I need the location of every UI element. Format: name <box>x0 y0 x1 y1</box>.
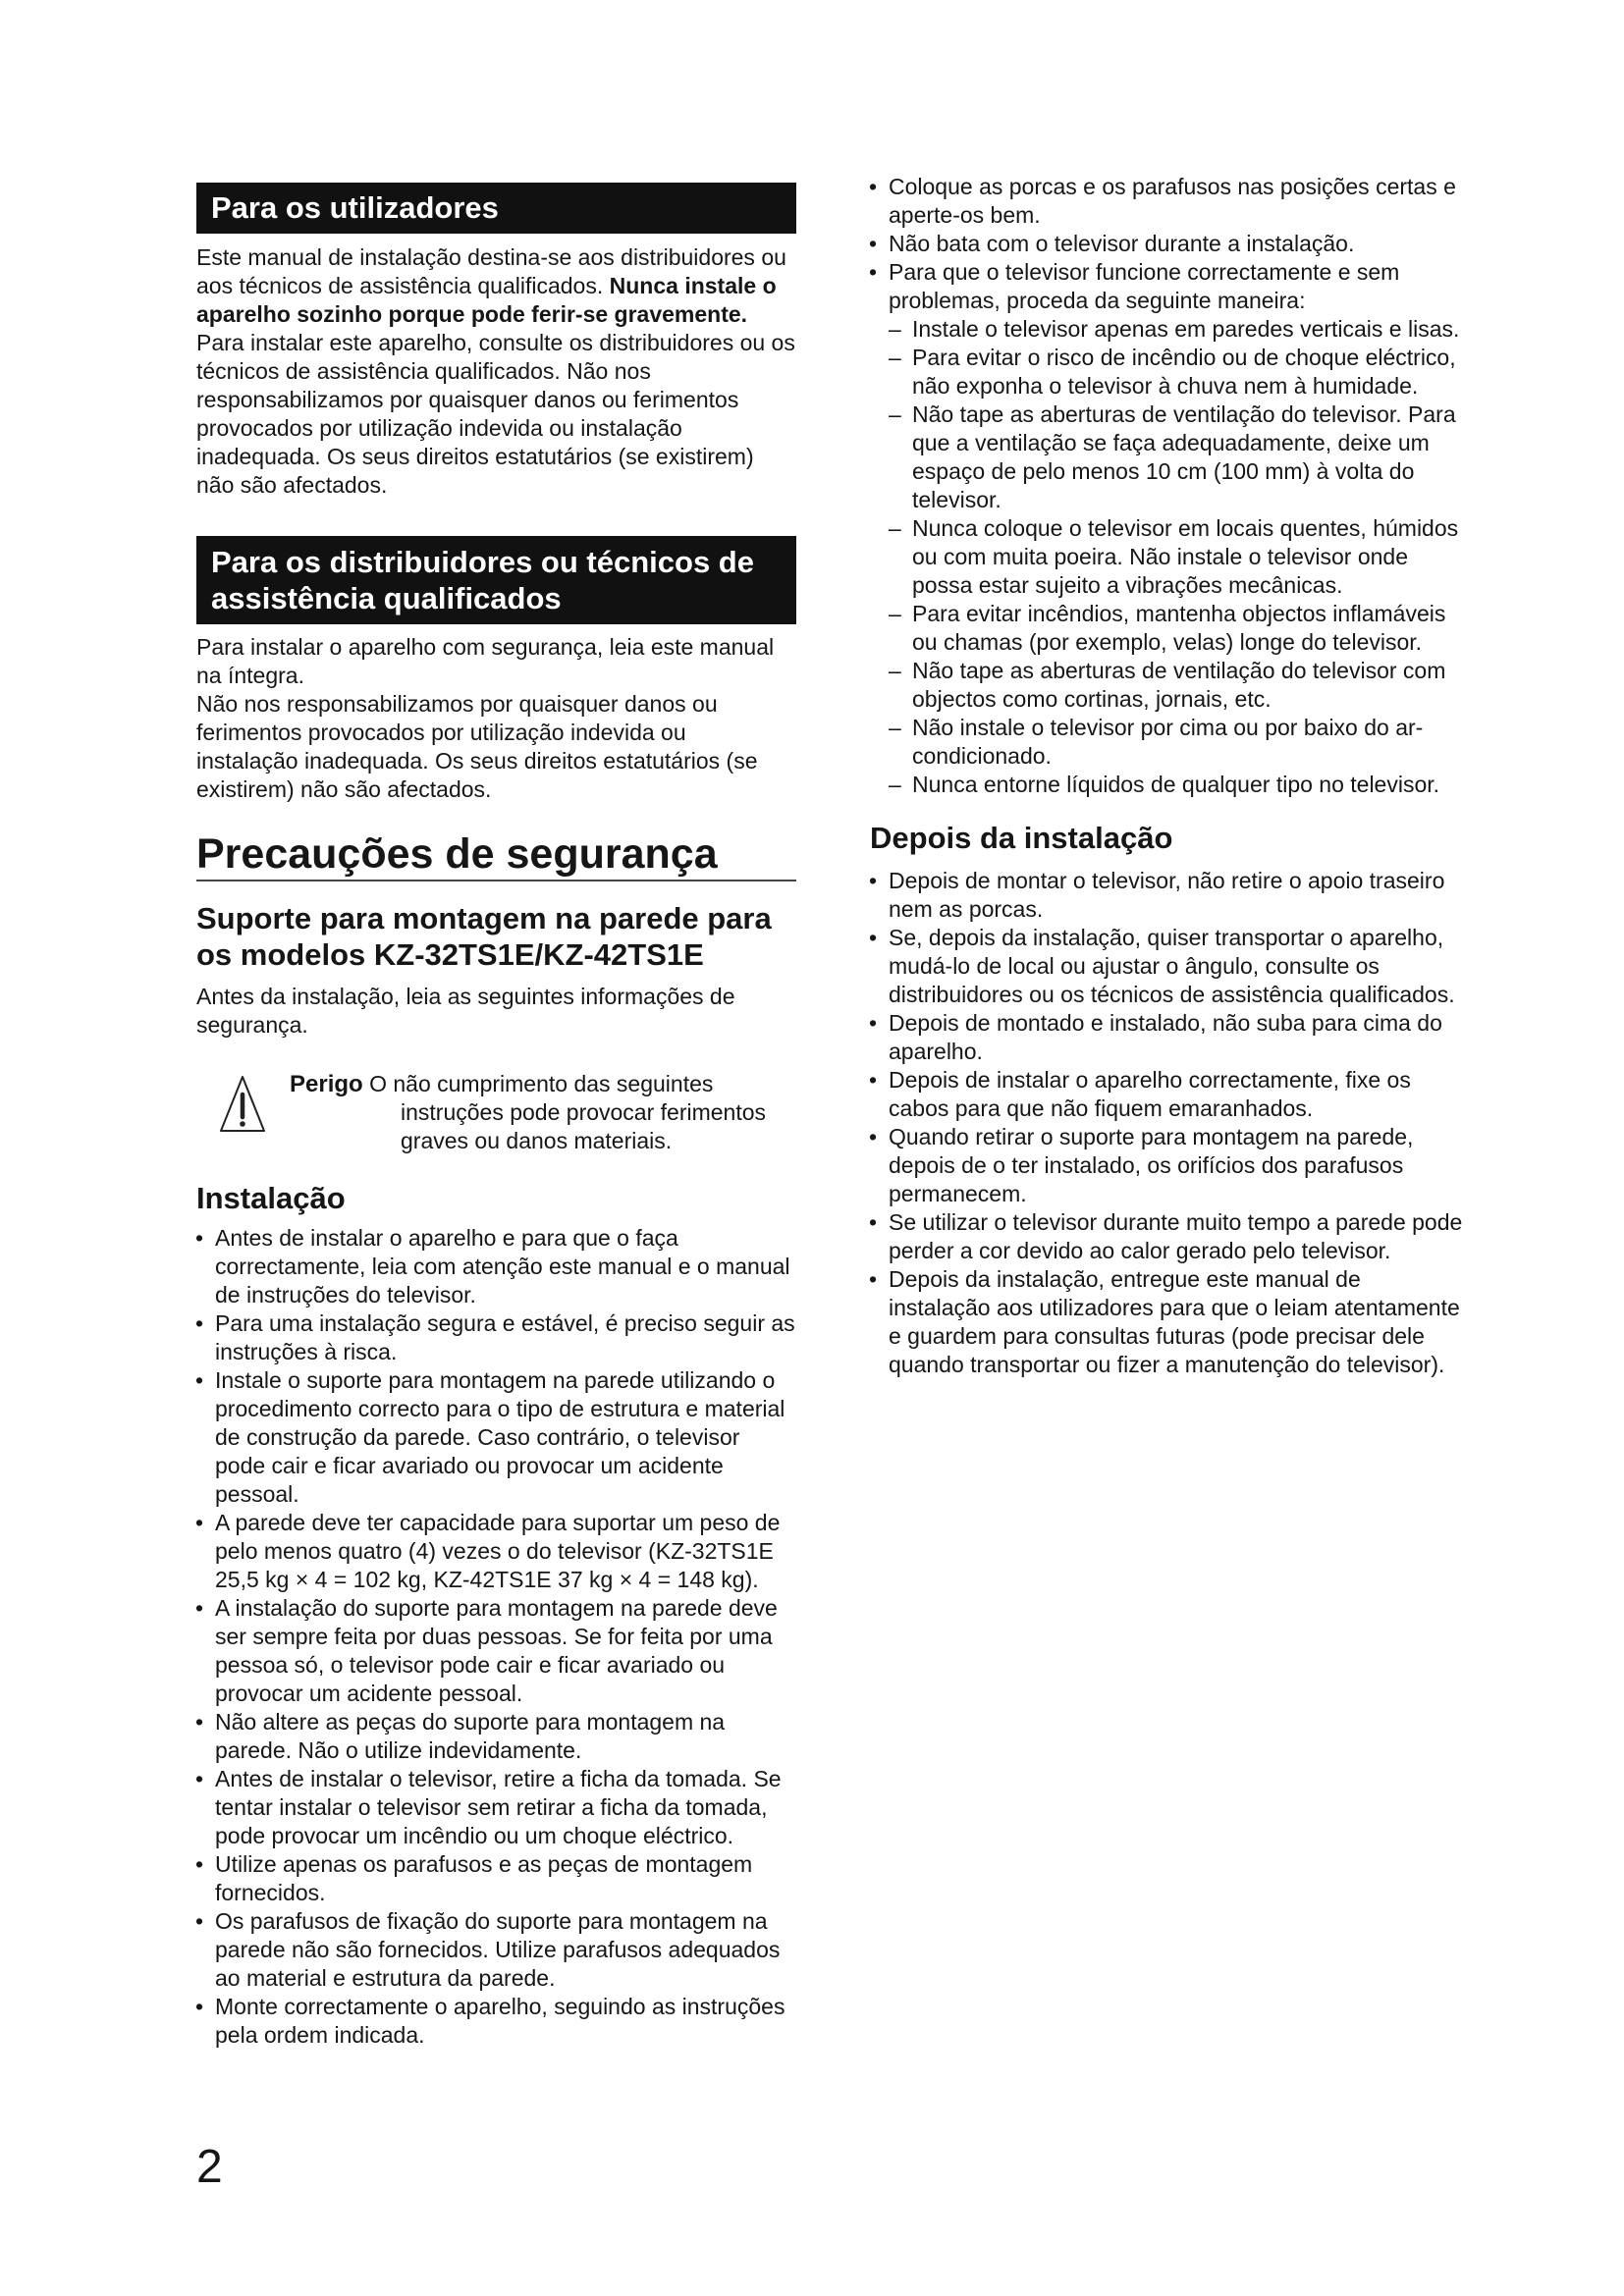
list-item <box>195 1850 824 1907</box>
sub-list-item <box>889 514 1497 600</box>
list-item-text: Depois de instalar o aparelho correctamente, fixe os cabos para que não fiquem emaranhados. <box>889 1067 1411 1121</box>
list-item <box>869 230 1497 258</box>
list-item <box>195 1224 824 1309</box>
sub-list-item-text: Instale o televisor apenas em paredes verticais e lisas. <box>912 316 1460 342</box>
section-title-users: Para os utilizadores <box>211 190 499 225</box>
sub-list-item <box>889 344 1497 400</box>
list-item <box>195 1594 824 1708</box>
list-item <box>869 258 1497 799</box>
list-item <box>195 1366 824 1509</box>
list-item <box>869 1123 1497 1208</box>
list-item <box>195 1708 824 1765</box>
list-item-text: Quando retirar o suporte para montagem na parede, depois de o ter instalado, os orifícios dos parafusos permanecem. <box>889 1124 1414 1206</box>
after-installation-title: Depois da instalação <box>870 821 1173 855</box>
page-number: 2 <box>196 2141 223 2193</box>
list-item <box>869 173 1497 230</box>
list-item <box>869 1009 1497 1066</box>
sub-list-item-text: Para evitar incêndios, mantenha objectos inflamáveis ou chamas (por exemplo, velas) longe do televisor. <box>912 601 1446 655</box>
sub-list-item-text: Nunca coloque o televisor em locais quentes, húmidos ou com muita poeira. Não instale o televisor onde possa estar sujeito a vibrações mecânicas. <box>912 515 1459 598</box>
sub-list-item <box>889 315 1497 344</box>
sub-list-item <box>889 657 1497 714</box>
section-header-users <box>196 183 796 234</box>
dealers-paragraph: Para instalar o aparelho com segurança, leia este manual na íntegra. Não nos responsabilizamos por quaisquer danos ou ferimentos provocados por utilização indevida ou instalação inadequada. Os seus direitos estatutários (se existirem) não são afectados. <box>196 634 775 802</box>
sub-list-item-text: Nunca entorne líquidos de qualquer tipo no televisor. <box>912 772 1440 797</box>
installation-list <box>195 1224 824 2050</box>
sub-list <box>889 315 1497 799</box>
after-installation-list <box>869 867 1497 1379</box>
list-item-text: Monte correctamente o aparelho, seguindo as instruções pela ordem indicada. <box>215 1994 785 2048</box>
list-item <box>869 1265 1497 1379</box>
list-item-text: Depois de montar o televisor, não retire o apoio traseiro nem as porcas. <box>889 868 1445 922</box>
sub-list-item <box>889 400 1497 514</box>
list-item <box>195 1509 824 1594</box>
list-item <box>869 1208 1497 1265</box>
list-item-text: Se, depois da instalação, quiser transportar o aparelho, mudá-lo de local ou ajustar o ângulo, consulte os distribuidores ou os técnicos de assistência qualificados. <box>889 925 1455 1007</box>
list-item-text: Depois da instalação, entregue este manual de instalação aos utilizadores para que o leiam atentamente e guardem para consultas futuras (pode precisar dele quando transportar ou fizer a manutenção do televisor). <box>889 1266 1460 1377</box>
list-item <box>195 1993 824 2050</box>
list-item-text: Coloque as porcas e os parafusos nas posições certas e aperte-os bem. <box>889 174 1456 228</box>
installation-continued-list <box>869 173 1497 799</box>
list-item-text: Antes de instalar o televisor, retire a ficha da tomada. Se tentar instalar o televisor sem retirar a ficha da tomada, pode provocar um incêndio ou um choque eléctrico. <box>215 1766 782 1848</box>
users-text-warning-bold: Nunca instale o aparelho sozinho porque pode ferir-se gravemente. <box>196 273 777 327</box>
list-item-text: Depois de montado e instalado, não suba para cima do aparelho. <box>889 1010 1442 1064</box>
sub-list-item-text: Não instale o televisor por cima ou por baixo do ar- condicionado. <box>912 715 1424 769</box>
list-item-text: Se utilizar o televisor durante muito tempo a parede pode perder a cor devido ao calor gerado pelo televisor. <box>889 1209 1463 1263</box>
users-text-rest: Para instalar este aparelho, consulte os distribuidores ou os técnicos de assistência qualificados. Não nos responsabilizamos por quaisquer danos ou ferimentos provocados por utilização indevida ou instalação inadequada. Os seus direitos estatutários (se existirem) não são afectados. <box>196 330 795 498</box>
wall-mount-subtitle: Suporte para montagem na parede para os modelos KZ-32TS1E/KZ-42TS1E <box>196 901 772 972</box>
section-header-dealers <box>196 536 796 624</box>
list-item-text: Para uma instalação segura e estável, é preciso seguir as instruções à risca. <box>215 1310 795 1364</box>
danger-label: Perigo <box>290 1071 363 1097</box>
list-item-text: Instale o suporte para montagem na parede utilizando o procedimento correcto para o tipo de estrutura e material de construção da parede. Caso contrário, o televisor pode cair e ficar avariado ou provocar um acidente pessoal. <box>215 1367 785 1507</box>
sub-list-item-text: Não tape as aberturas de ventilação do televisor. Para que a ventilação se faça adequadamente, deixe um espaço de pelo menos 10 cm (100 mm) à volta do televisor. <box>912 401 1456 512</box>
sub-list-item <box>889 714 1497 771</box>
installation-title: Instalação <box>196 1181 346 1215</box>
list-item-text: Utilize apenas os parafusos e as peças de montagem fornecidos. <box>215 1851 753 1905</box>
list-item-text: Os parafusos de fixação do suporte para montagem na parede não são fornecidos. Utilize parafusos adequados ao material e estrutura da parede. <box>215 1908 781 1991</box>
list-item-text: Não altere as peças do suporte para montagem na parede. Não o utilize indevidamente. <box>215 1709 726 1763</box>
list-item-text: Não bata com o televisor durante a instalação. <box>889 231 1355 256</box>
sub-list-item <box>889 600 1497 657</box>
safety-precautions-title: Precauções de segurança <box>196 828 796 881</box>
warning-triangle-icon <box>218 1074 267 1135</box>
users-paragraph <box>196 243 825 500</box>
list-item-text: Para que o televisor funcione correctamente e sem problemas, proceda da seguinte maneira: <box>889 259 1400 313</box>
list-item-text: A parede deve ter capacidade para suportar um peso de pelo menos quatro (4) vezes o do televisor (KZ-32TS1E 25,5 kg × 4 = 102 kg, KZ-42TS1E 37 kg × 4 = 148 kg). <box>215 1510 781 1592</box>
sub-list-item <box>889 771 1497 799</box>
list-item-text: A instalação do suporte para montagem na parede deve ser sempre feita por duas pessoas. Se for feita por uma pessoa só, o televisor pode cair e ficar avariado ou provocar um acidente pessoal. <box>215 1595 778 1706</box>
list-item <box>869 924 1497 1009</box>
sub-list-item-text: Para evitar o risco de incêndio ou de choque eléctrico, não exponha o televisor à chuva nem à humidade. <box>912 345 1456 399</box>
list-item-text: Antes de instalar o aparelho e para que o faça correctamente, leia com atenção este manual e o manual de instruções do televisor. <box>215 1225 790 1308</box>
list-item <box>195 1309 824 1366</box>
danger-text: O não cumprimento das seguintes instruções pode provocar ferimentos graves ou danos materiais. <box>369 1071 767 1153</box>
list-item <box>195 1907 824 1993</box>
users-text-intro: Este manual de instalação destina-se aos distribuidores ou aos técnicos de assistência qualificados. <box>196 244 786 298</box>
danger-warning <box>290 1070 823 1155</box>
list-item <box>869 867 1497 924</box>
safety-intro-paragraph: Antes da instalação, leia as seguintes informações de segurança. <box>196 984 735 1038</box>
list-item <box>195 1765 824 1850</box>
sub-list-item-text: Não tape as aberturas de ventilação do televisor com objectos como cortinas, jornais, etc. <box>912 658 1446 712</box>
list-item <box>869 1066 1497 1123</box>
section-title-dealers: Para os distribuidores ou técnicos de assistência qualificados <box>211 545 754 615</box>
